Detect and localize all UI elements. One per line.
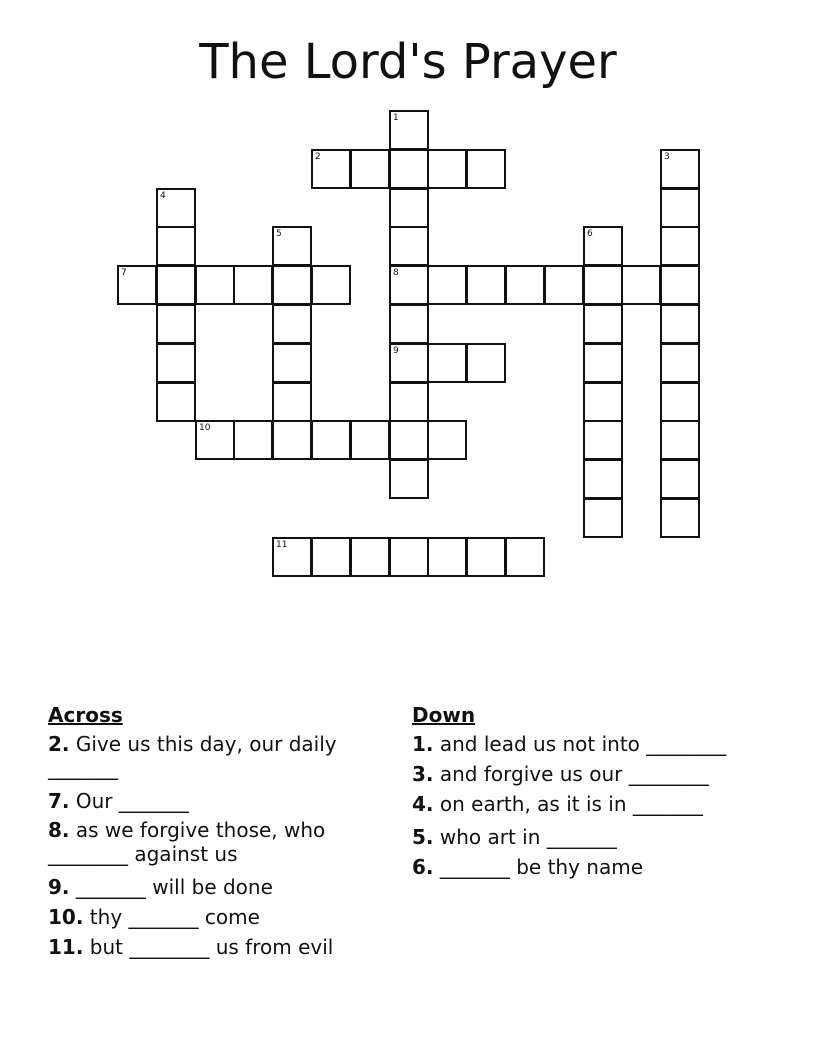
grid-cell[interactable]	[466, 149, 506, 189]
grid-cell[interactable]	[389, 188, 429, 228]
grid-cell[interactable]	[156, 382, 196, 422]
grid-cell[interactable]	[660, 382, 700, 422]
grid-cell[interactable]	[466, 343, 506, 383]
grid-cell[interactable]	[272, 420, 312, 460]
clue-across-10: 10. thy _______ come	[48, 905, 260, 929]
grid-cell[interactable]	[660, 459, 700, 499]
grid-cell[interactable]	[427, 149, 467, 189]
grid-cell[interactable]	[660, 226, 700, 266]
grid-cell[interactable]	[583, 226, 623, 266]
grid-cell[interactable]	[389, 149, 429, 189]
clue-down-5: 5. who art in _______	[412, 825, 617, 849]
grid-cell[interactable]	[272, 226, 312, 266]
grid-cell[interactable]	[466, 265, 506, 305]
grid-cell[interactable]	[389, 382, 429, 422]
clue-across-8: 8. as we forgive those, who ________ against us	[48, 818, 326, 866]
cell-number: 4	[160, 191, 166, 201]
grid-cell[interactable]	[389, 226, 429, 266]
grid-cell[interactable]	[389, 420, 429, 460]
grid-cell[interactable]	[583, 459, 623, 499]
grid-cell[interactable]	[272, 304, 312, 344]
grid-cell[interactable]	[544, 265, 584, 305]
cell-number: 5	[276, 229, 282, 239]
cell-number: 1	[393, 113, 399, 123]
grid-cell[interactable]	[311, 149, 351, 189]
grid-cell[interactable]	[272, 537, 312, 577]
clue-down-1: 1. and lead us not into ________	[412, 732, 727, 756]
grid-cell[interactable]	[505, 265, 545, 305]
clue-down-6: 6. _______ be thy name	[412, 855, 644, 879]
across-clues	[48, 700, 388, 962]
grid-cell[interactable]	[156, 304, 196, 344]
grid-cell[interactable]	[660, 149, 700, 189]
grid-cell[interactable]	[660, 420, 700, 460]
grid-cell[interactable]	[311, 265, 351, 305]
cell-number: 3	[664, 152, 670, 162]
cell-number: 10	[199, 423, 211, 433]
grid-cell[interactable]	[389, 343, 429, 383]
grid-cell[interactable]	[583, 498, 623, 538]
grid-cell[interactable]	[660, 265, 700, 305]
grid-cell[interactable]	[583, 420, 623, 460]
down-clues	[412, 700, 752, 882]
grid-cell[interactable]	[350, 420, 390, 460]
grid-cell[interactable]	[427, 420, 467, 460]
grid-cell[interactable]	[117, 265, 157, 305]
down-heading: Down	[412, 703, 476, 727]
grid-cell[interactable]	[156, 188, 196, 228]
grid-cell[interactable]	[466, 537, 506, 577]
clue-down-3: 3. and forgive us our ________	[412, 762, 709, 786]
grid-cell[interactable]	[272, 382, 312, 422]
grid-cell[interactable]	[272, 265, 312, 305]
grid-cell[interactable]	[311, 537, 351, 577]
grid-cell[interactable]	[427, 343, 467, 383]
cell-number: 9	[393, 346, 399, 356]
grid-cell[interactable]	[311, 420, 351, 460]
puzzle-title: The Lord's Prayer	[199, 34, 617, 90]
grid-cell[interactable]	[156, 226, 196, 266]
grid-cell[interactable]	[660, 498, 700, 538]
grid-cell[interactable]	[660, 188, 700, 228]
grid-cell[interactable]	[195, 265, 235, 305]
clue-across-11: 11. but ________ us from evil	[48, 935, 334, 959]
grid-cell[interactable]	[350, 537, 390, 577]
clue-across-2: 2. Give us this day, our daily _______	[48, 732, 337, 780]
grid-cell[interactable]	[427, 265, 467, 305]
grid-cell[interactable]	[350, 149, 390, 189]
grid-cell[interactable]	[583, 265, 623, 305]
clue-down-4: 4. on earth, as it is in _______	[412, 792, 703, 816]
grid-cell[interactable]	[583, 343, 623, 383]
grid-cell[interactable]	[583, 304, 623, 344]
cell-number: 6	[587, 229, 593, 239]
grid-cell[interactable]	[389, 459, 429, 499]
cell-number: 8	[393, 268, 399, 278]
across-heading: Across	[48, 703, 123, 727]
grid-cell[interactable]	[156, 265, 196, 305]
grid-cell[interactable]	[660, 304, 700, 344]
grid-cell[interactable]	[621, 265, 661, 305]
grid-cell[interactable]	[389, 537, 429, 577]
grid-cell[interactable]	[233, 420, 273, 460]
grid-cell[interactable]	[427, 537, 467, 577]
clue-across-7: 7. Our _______	[48, 789, 189, 813]
cell-number: 2	[315, 152, 321, 162]
grid-cell[interactable]	[389, 110, 429, 150]
grid-cell[interactable]	[156, 343, 196, 383]
grid-cell[interactable]	[389, 304, 429, 344]
grid-cell[interactable]	[233, 265, 273, 305]
clue-across-9: 9. _______ will be done	[48, 875, 273, 899]
grid-cell[interactable]	[389, 265, 429, 305]
grid-cell[interactable]	[195, 420, 235, 460]
grid-cell[interactable]	[583, 382, 623, 422]
grid-cell[interactable]	[505, 537, 545, 577]
grid-cell[interactable]	[272, 343, 312, 383]
cell-number: 11	[276, 540, 288, 550]
grid-cell[interactable]	[660, 343, 700, 383]
cell-number: 7	[121, 268, 127, 278]
